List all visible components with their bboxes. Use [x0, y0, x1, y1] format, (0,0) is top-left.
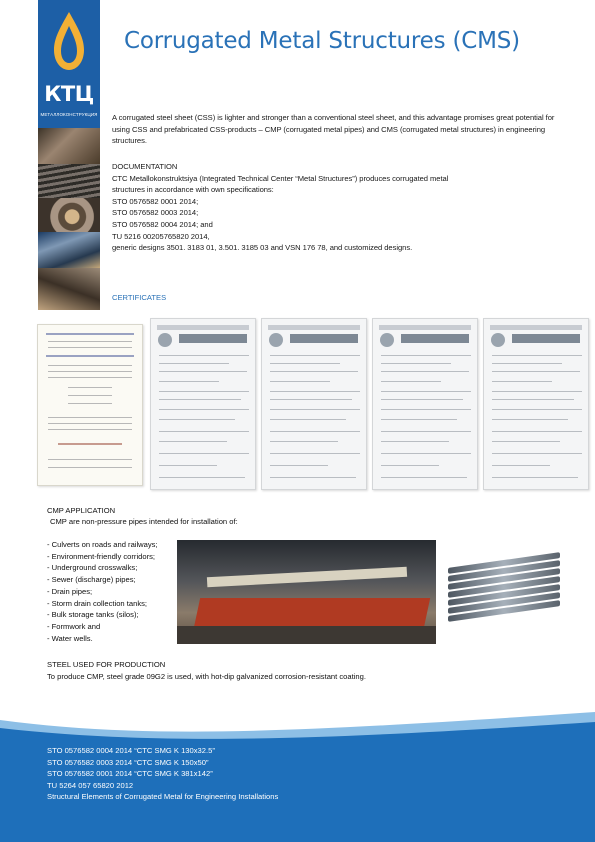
logo-subtitle: МЕТАЛЛОКОНСТРУКЦИЯ	[40, 112, 98, 117]
certificate-of-conformity	[150, 318, 256, 490]
list-item: - Drain pipes;	[47, 586, 93, 596]
footer-line: TU 5264 057 65820 2012	[47, 780, 134, 790]
documentation-heading: DOCUMENTATION	[112, 162, 178, 171]
documentation-section	[112, 161, 572, 254]
certificates-heading: CERTIFICATES	[112, 293, 167, 302]
documentation-line: STO 0576582 0004 2014; and	[112, 219, 213, 229]
cmp-application-heading: CMP APPLICATION	[47, 506, 116, 515]
photo-pipe-installation	[38, 128, 100, 164]
product-photo-strip	[38, 128, 100, 310]
photo-pipe-interior	[38, 198, 100, 232]
documentation-line: STO 0576582 0003 2014;	[112, 208, 199, 218]
documentation-line: STO 0576582 0001 2014;	[112, 196, 199, 206]
intro-paragraph: A corrugated steel sheet (CSS) is lighter and stronger than a conventional steel sheet, and this advantage promises great potential for using CSS and prefabricated CSS-products – CMP (corrugated metal pipes) and CMS (corrugated metal structures) in engineering structures.	[112, 113, 555, 146]
factory-production-photo	[177, 540, 436, 644]
cmp-application-list	[47, 539, 177, 644]
certificate-of-conformity	[261, 318, 367, 490]
documentation-line: structures in accordance with own specifications:	[112, 185, 274, 195]
license-document	[37, 324, 143, 486]
logo-drop-icon	[52, 10, 86, 72]
steel-sheet-stack-photo	[440, 540, 566, 626]
documentation-line: generic designs 3501. 3183 01, 3.501. 3185 03 and VSN 176 78, and customized designs.	[112, 243, 413, 253]
company-logo	[38, 0, 100, 128]
page-title: Corrugated Metal Structures (CMS)	[124, 28, 520, 54]
list-item: - Water wells.	[47, 633, 93, 643]
list-item: - Culverts on roads and railways;	[47, 540, 158, 549]
steel-description: To produce CMP, steel grade 09G2 is used, with hot-dip galvanized corrosion-resistant coating.	[47, 672, 366, 681]
certificate-of-conformity	[372, 318, 478, 490]
cmp-application-intro: CMP are non-pressure pipes intended for installation of:	[50, 517, 238, 526]
photo-pipe-sections	[38, 268, 100, 310]
list-item: - Environment-friendly corridors;	[47, 551, 156, 561]
photo-corrugated-tunnel	[38, 164, 100, 198]
photo-large-culvert	[38, 232, 100, 268]
list-item: - Underground crosswalks;	[47, 563, 138, 573]
footer-line: STO 0576582 0003 2014 “CTC SMG K 150x50”	[47, 757, 209, 767]
footer-standards	[47, 745, 278, 803]
documentation-line: CTC Metallokonstruktsiya (Integrated Technical Center “Metal Structures”) produces corrugated metal	[112, 173, 449, 183]
certificate-of-conformity	[483, 318, 589, 490]
footer-line: Structural Elements of Corrugated Metal for Engineering Installations	[47, 792, 279, 802]
list-item: - Bulk storage tanks (silos);	[47, 610, 139, 620]
footer-line: STO 0576582 0001 2014 “CTC SMG K 381x142”	[47, 769, 213, 779]
certificates-gallery	[37, 318, 590, 492]
steel-heading: STEEL USED FOR PRODUCTION	[47, 660, 166, 669]
list-item: - Sewer (discharge) pipes;	[47, 575, 136, 585]
list-item: - Formwork and	[47, 621, 101, 631]
logo-text: КТЦ	[44, 82, 94, 106]
footer-line: STO 0576582 0004 2014 “CTC SMG K 130x32.5”	[47, 746, 215, 755]
list-item: - Storm drain collection tanks;	[47, 598, 148, 608]
documentation-line: TU 5216 00205765820 2014,	[112, 231, 210, 241]
